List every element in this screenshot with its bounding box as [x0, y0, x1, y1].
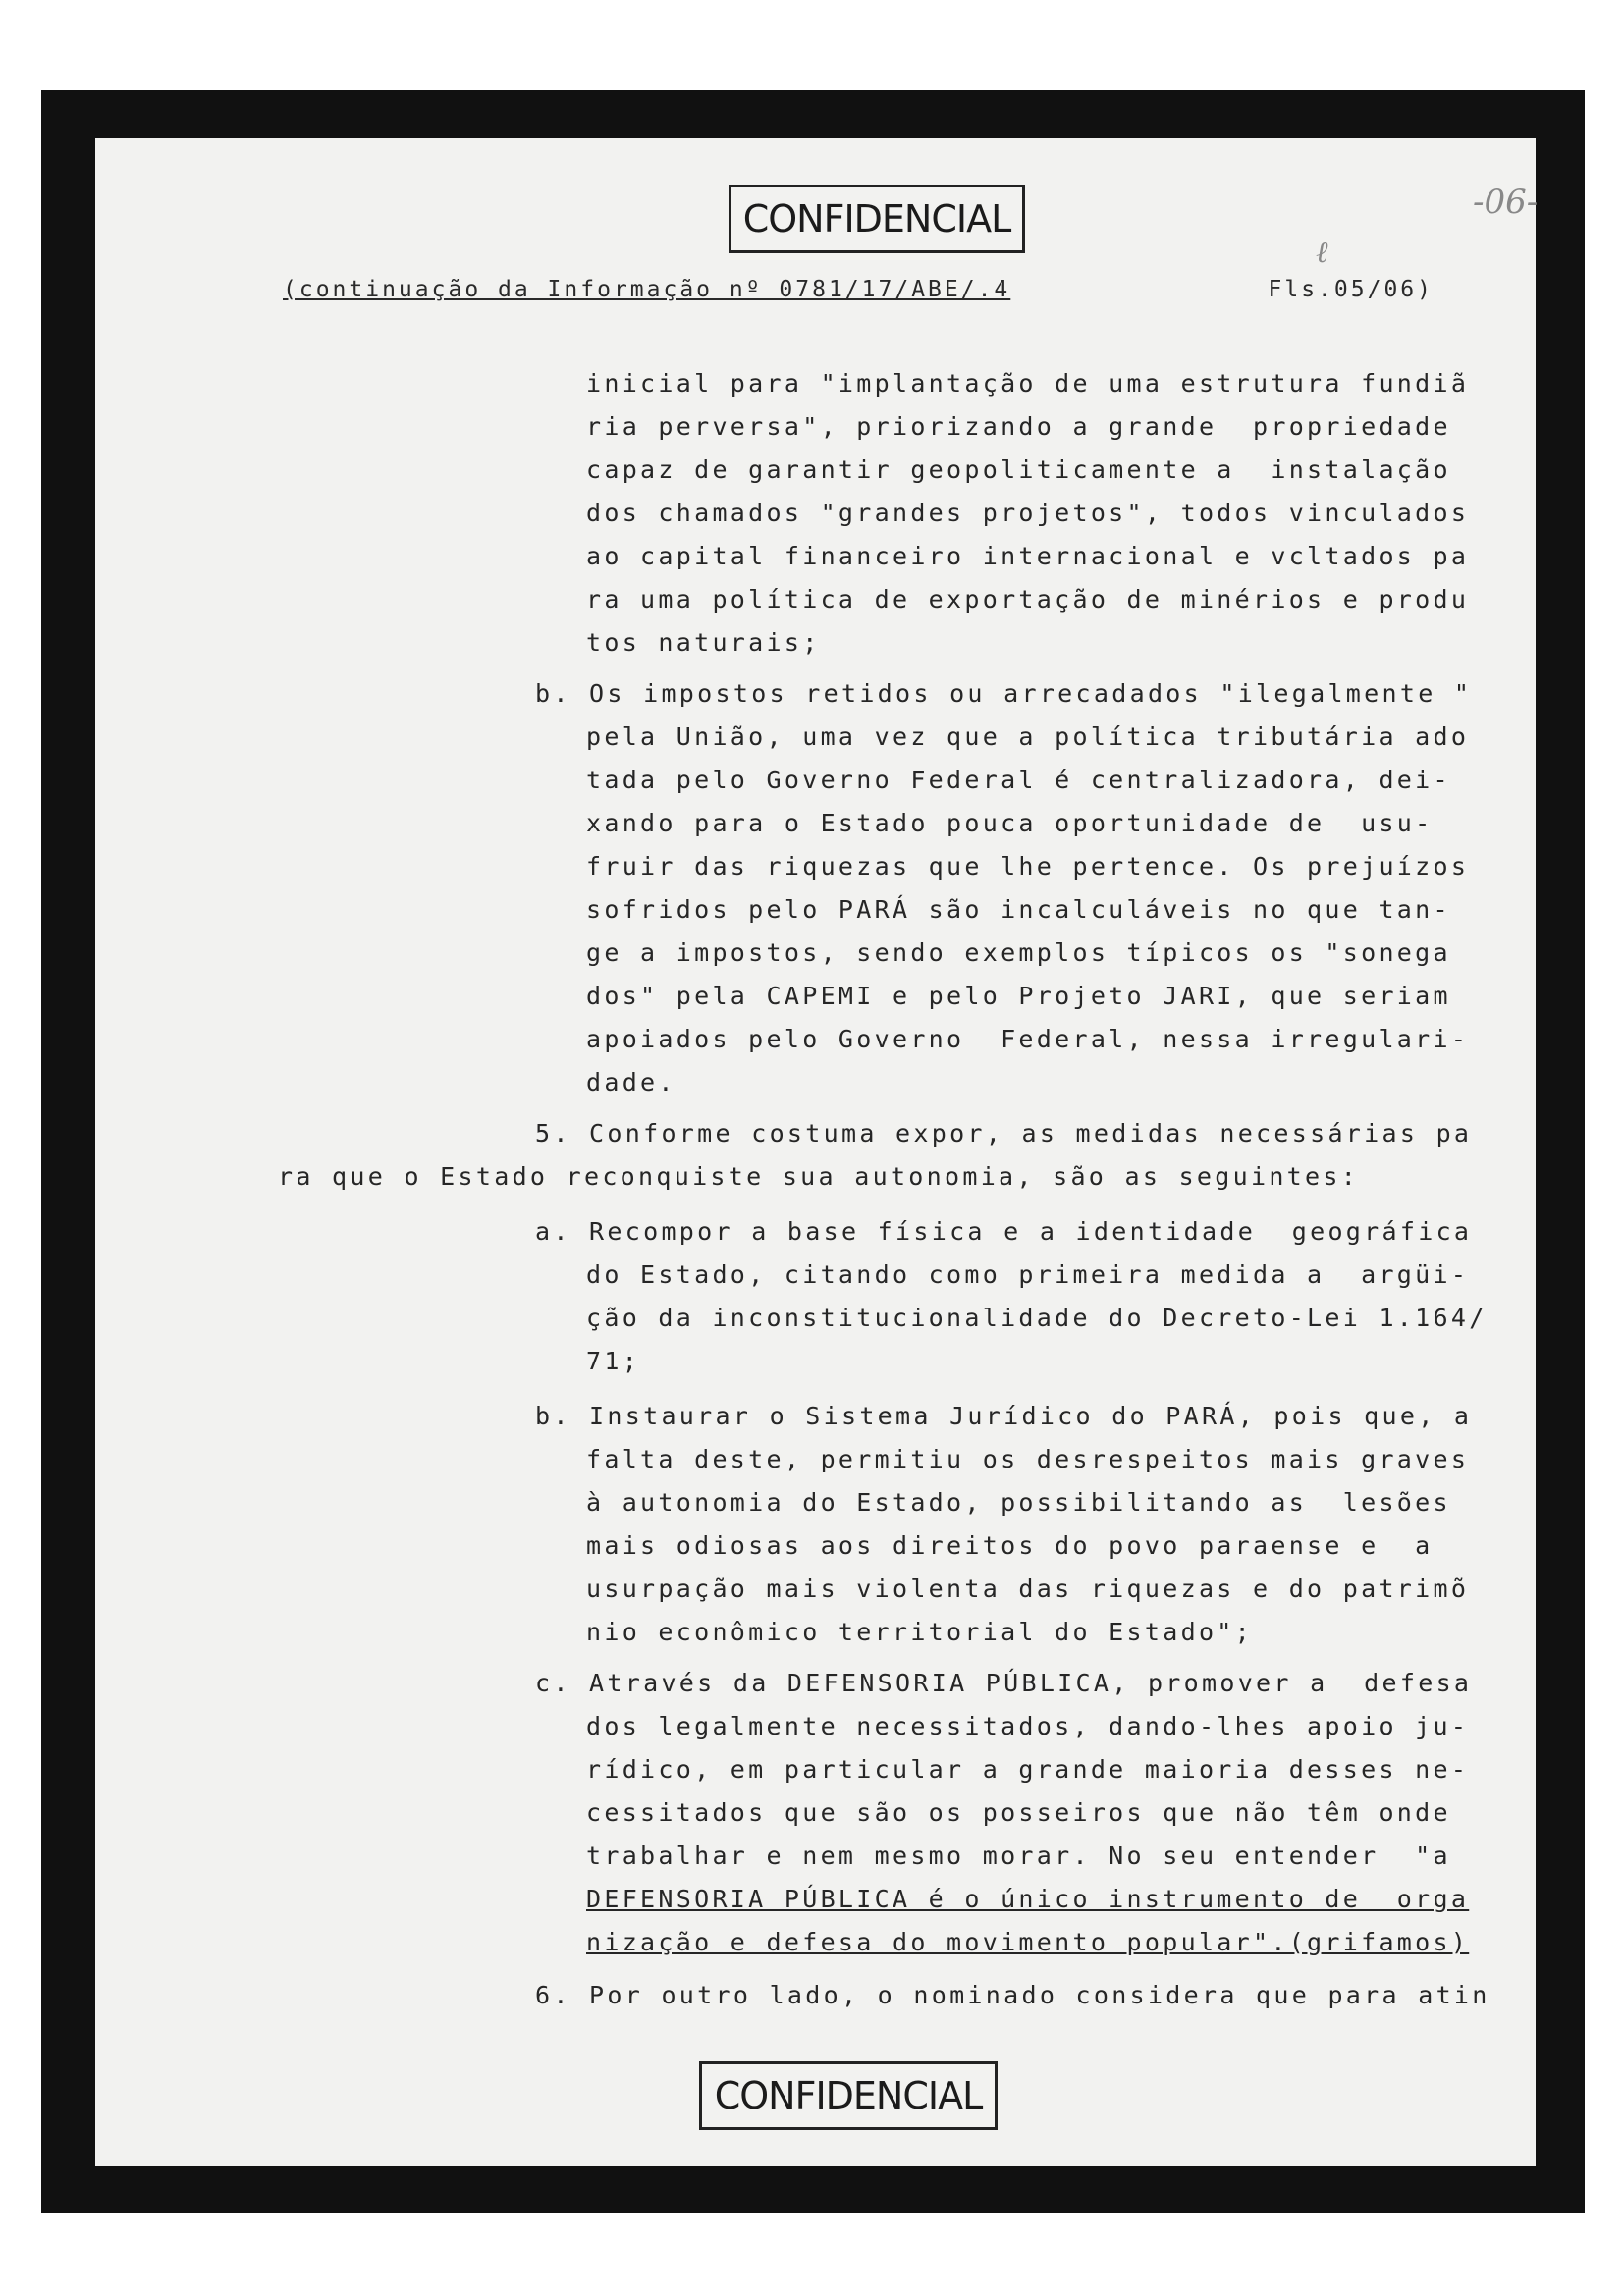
- item-c-start: c. Através da DEFENSORIA PÚBLICA, promover a defesa: [535, 1669, 1473, 1697]
- underlined-quote-line: nização e defesa do movimento popular".(grifamos): [586, 1928, 1470, 1956]
- body-line: pela União, uma vez que a política tributária ado: [586, 722, 1470, 751]
- item-a-start: a. Recompor a base física e a identidade geográfica: [535, 1217, 1473, 1246]
- item-b2-start: b. Instaurar o Sistema Jurídico do PARÁ, pois que, a: [535, 1402, 1473, 1430]
- body-line: nio econômico territorial do Estado";: [586, 1618, 1253, 1646]
- body-line: tada pelo Governo Federal é centralizadora, dei-: [586, 766, 1451, 794]
- body-line: mais odiosas aos direitos do povo paraense e a: [586, 1531, 1434, 1560]
- body-line: ge a impostos, sendo exemplos típicos os "sonega: [586, 938, 1451, 967]
- body-line: à autonomia do Estado, possibilitando as lesões: [586, 1488, 1451, 1517]
- body-line: usurpação mais violenta das riquezas e do patrimõ: [586, 1575, 1470, 1603]
- body-line: dos legalmente necessitados, dando-lhes apoio ju-: [586, 1712, 1470, 1740]
- body-line: falta deste, permitiu os desrespeitos mais graves: [586, 1445, 1470, 1473]
- body-line: apoiados pelo Governo Federal, nessa irregulari-: [586, 1025, 1470, 1053]
- paragraph-5-start: 5. Conforme costuma expor, as medidas necessárias pa: [535, 1119, 1473, 1148]
- body-line: ra que o Estado reconquiste sua autonomia, são as seguintes:: [278, 1162, 1360, 1191]
- body-line: trabalhar e nem mesmo morar. No seu entender "a: [586, 1842, 1451, 1870]
- body-line: cessitados que são os posseiros que não têm onde: [586, 1798, 1451, 1827]
- body-line: xando para o Estado pouca oportunidade de usu-: [586, 809, 1434, 837]
- underlined-quote-line: DEFENSORIA PÚBLICA é o único instrumento de orga: [586, 1885, 1470, 1913]
- header-folio: Fls.05/06): [1268, 277, 1434, 302]
- body-line: ria perversa", priorizando a grande propriedade: [586, 412, 1451, 441]
- handwritten-page-number: -06-: [1473, 183, 1539, 222]
- body-line: rídico, em particular a grande maioria desses ne-: [586, 1755, 1470, 1784]
- body-line: ao capital financeiro internacional e vcltados pa: [586, 542, 1470, 570]
- body-line: capaz de garantir geopoliticamente a instalação: [586, 455, 1451, 484]
- confidential-stamp-bottom: CONFIDENCIAL: [699, 2061, 998, 2130]
- handwritten-initial: ℓ: [1316, 236, 1328, 270]
- header-reference: (continuação da Informação nº 0781/17/ABE/.4: [283, 277, 1011, 302]
- confidential-stamp-top: CONFIDENCIAL: [729, 185, 1025, 253]
- body-line: inicial para "implantação de uma estrutura fundiã: [586, 369, 1470, 398]
- body-line: do Estado, citando como primeira medida a argüi-: [586, 1260, 1470, 1289]
- item-b-start: b. Os impostos retidos ou arrecadados "ilegalmente ": [535, 679, 1473, 708]
- body-line: sofridos pelo PARÁ são incalculáveis no que tan-: [586, 895, 1451, 924]
- body-line: ra uma política de exportação de minérios e produ: [586, 585, 1470, 614]
- body-line: 71;: [586, 1347, 641, 1375]
- body-line: fruir das riquezas que lhe pertence. Os prejuízos: [586, 852, 1470, 881]
- body-line: tos naturais;: [586, 628, 821, 657]
- body-line: ção da inconstitucionalidade do Decreto-Lei 1.164/: [586, 1304, 1488, 1332]
- body-line: dos chamados "grandes projetos", todos vinculados: [586, 499, 1470, 527]
- body-line: dade.: [586, 1068, 677, 1096]
- body-line: dos" pela CAPEMI e pelo Projeto JARI, que seriam: [586, 982, 1451, 1010]
- paragraph-6-start: 6. Por outro lado, o nominado considera que para atin: [535, 1981, 1490, 2009]
